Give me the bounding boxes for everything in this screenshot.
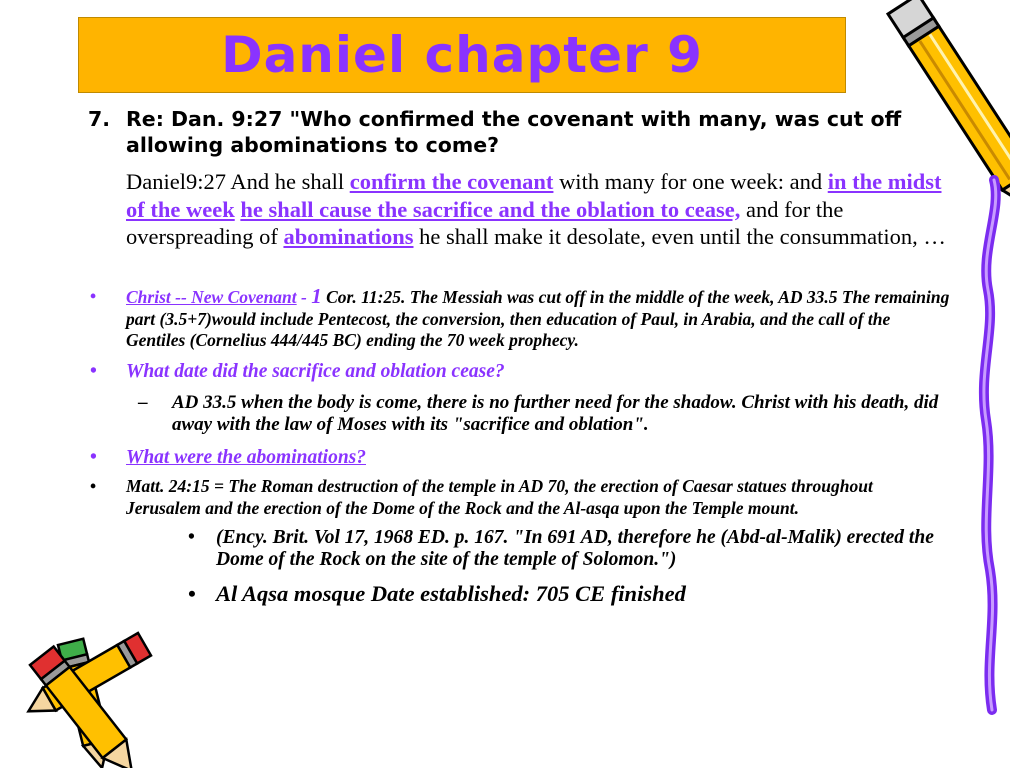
pencils-icon	[0, 615, 160, 768]
sub-list-item	[90, 392, 950, 437]
verse-text: with many for one week: and	[553, 169, 828, 194]
bullet-text: Cor. 11:25. The Messiah was cut off in the middle of the week, AD 33.5 The remaining part (3.5+7)would include Pentecost, the conversion, then education of Paul, in Arabia, and the call of the Gentiles (Cornelius 444/445 BC) ending the 70 week prophecy.	[126, 287, 950, 350]
bullet-list	[90, 286, 950, 607]
bullet-number: 1	[311, 284, 322, 308]
sub-item-text: (Ency. Brit. Vol 17, 1968 ED. p. 167. "In 691 AD, therefore he (Abd-al-Malik) erected the Dome of the Rock on the site of the temple of Solomon.")	[216, 526, 934, 570]
bullet-text: What were the abominations?	[126, 446, 366, 468]
bullet-glyph: •	[90, 475, 97, 496]
verse-highlight: he shall cause the sacrifice and the oblation to cease,	[240, 196, 741, 222]
list-item	[90, 475, 950, 519]
bullet-text: What date did the sacrifice and oblation cease?	[126, 360, 505, 382]
bullet-glyph: •	[90, 446, 97, 468]
question-number: 7.	[88, 107, 111, 131]
paperclip-icon	[940, 150, 1024, 730]
sub-item-text: AD 33.5 when the body is come, there is no further need for the shadow. Christ with his death, did away with the law of Moses with its "sacrifice and oblation".	[172, 391, 939, 435]
sub-item-text: Al Aqsa mosque Date established: 705 CE finished	[216, 580, 686, 606]
verse-text: Daniel9:27 And he shall	[126, 169, 350, 194]
question-7	[88, 106, 928, 158]
verse-highlight: in the midst of the week	[126, 169, 942, 222]
bullet-glyph: •	[188, 580, 196, 606]
dash-glyph: –	[138, 391, 148, 413]
bullet-separator: -	[296, 287, 312, 307]
bullet-text: Matt. 24:15 = The Roman destruction of the temple in AD 70, the erection of Caesar statues throughout Jerusalem and the erection of the Dome of the Rock and the Al-asqa upon the Temple mount.	[126, 475, 873, 518]
bullet-glyph: •	[90, 286, 97, 306]
question-text: Re: Dan. 9:27 "Who confirmed the covenant with many, was cut off allowing abominations to come?	[126, 107, 902, 157]
sub-list-item	[90, 580, 950, 607]
verse-quote	[126, 168, 946, 251]
list-item	[90, 360, 950, 384]
page-title: Daniel chapter 9	[221, 26, 703, 84]
list-item	[90, 286, 950, 352]
verse-text: and for the overspreading of	[126, 196, 844, 249]
bullet-glyph: •	[188, 526, 195, 548]
verse-text: he shall make it desolate, even until the consummation, …	[413, 224, 946, 249]
sub-list-item	[90, 527, 950, 572]
list-item	[90, 446, 950, 470]
verse-highlight: abominations	[283, 224, 414, 249]
bullet-lead: Christ -- New Covenant	[126, 287, 297, 307]
bullet-glyph: •	[90, 360, 97, 382]
title-banner	[78, 17, 846, 93]
verse-highlight: confirm the covenant	[349, 169, 554, 194]
